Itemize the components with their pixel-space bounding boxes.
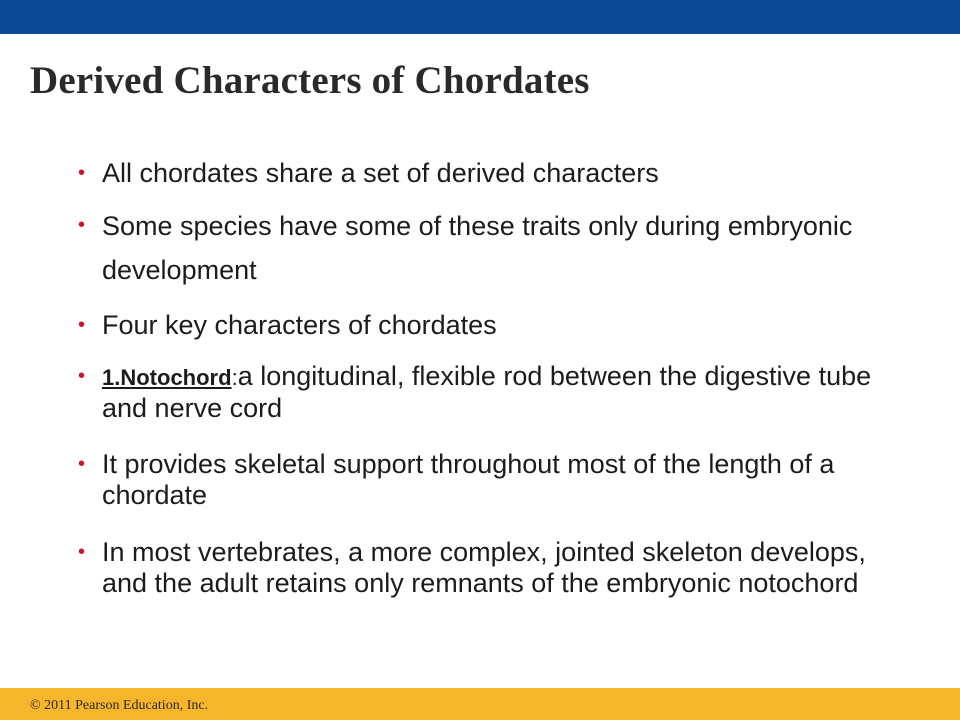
bullet-text: a longitudinal, flexible rod between the digestive tube and nerve cord xyxy=(102,361,872,423)
bullet-marker: • xyxy=(78,314,86,336)
bullet-item xyxy=(78,361,898,424)
copyright-notice: © 2011 Pearson Education, Inc. xyxy=(30,698,209,713)
bullet-marker: • xyxy=(78,453,86,475)
bullet-marker: • xyxy=(78,162,86,184)
bullet-item xyxy=(78,158,898,189)
bullet-item xyxy=(78,210,868,292)
slide-title: Derived Characters of Chordates xyxy=(30,59,590,102)
bullet-text: It provides skeletal support throughout most of the length of a chordate xyxy=(102,449,835,510)
top-banner xyxy=(0,0,960,34)
bullet-text: All chordates share a set of derived characters xyxy=(102,158,659,188)
bullet-text: In most vertebrates, a more complex, jointed skeleton develops, and the adult retains only remnants of the embryonic notochord xyxy=(102,537,866,598)
bullet-marker: • xyxy=(78,541,86,563)
bullet-item xyxy=(78,537,898,599)
notochord-term: 1.Notochord xyxy=(102,365,232,390)
term-colon: : xyxy=(231,365,238,390)
bullet-item xyxy=(78,449,898,511)
bullet-text: Four key characters of chordates xyxy=(102,310,497,340)
bullet-marker: • xyxy=(78,214,86,236)
bullet-item xyxy=(78,310,898,341)
bullet-marker: • xyxy=(78,365,86,387)
bullet-text: Some species have some of these traits only during embryonic development xyxy=(102,211,853,285)
